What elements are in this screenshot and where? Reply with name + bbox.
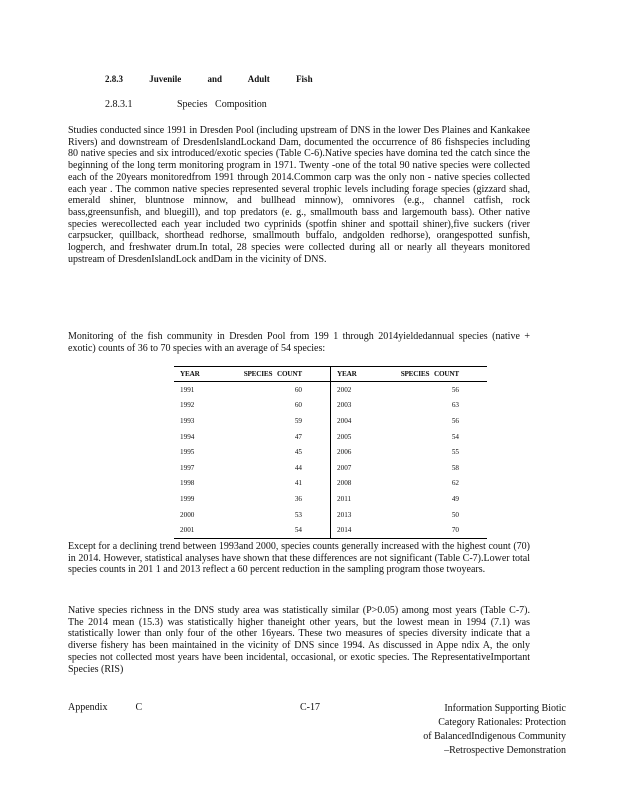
table-row [174,413,487,429]
paragraph-native-richness: Native species richness in the DNS study area was statistically similar (P>0.05) among most years (Table C-7). The 2014 mean (15.3) was statistically higher thaneight other years, but the lowest mean in 1994 (7.1) was statistically lower than only four of the other 16years. These two measures of species diversity indicate that a diverse fishery has been maintained in the vicinity of DNS since 1994. As discussed in Appe ndix A, the only species not collected most years have been incidental, occasional, or exotic species. The RepresentativeImportant Species (RIS) [68,605,530,675]
cell-year: 1997 [180,463,195,472]
section-title-word: Adult [247,74,270,84]
cell-species-count: 63 [451,401,459,410]
cell-year: 2003 [331,398,378,414]
section-number: 2.8.3 [105,74,123,84]
subsection-title: Species Composition [177,99,267,110]
cell-year: 1991 [180,385,195,394]
cell-year: 2007 [331,460,378,476]
section-title-word: Juvenile [149,74,182,84]
cell-species-count: 55 [451,448,459,457]
footer-title-line: of BalancedIndigenous Community [423,731,566,742]
cell-year: 2002 [331,382,378,398]
footer-appendix-letter: C [135,702,143,713]
cell-species-count: 58 [451,463,459,472]
footer-document-title [386,702,566,758]
cell-year: 1994 [180,432,195,441]
table-row [174,382,487,398]
cell-year: 2000 [180,510,195,519]
cell-species-count: 44 [294,463,302,472]
footer-appendix-label [68,702,142,713]
table-row [174,507,487,523]
cell-species-count: 36 [294,494,302,503]
cell-year: 2001 [180,526,195,535]
cell-species-count: 60 [294,385,302,394]
table-row [174,444,487,460]
cell-year: 2011 [331,491,378,507]
species-count-table [174,366,487,539]
footer-page-number: C-17 [300,702,320,713]
footer-title-line: Category Rationales: Protection [438,717,566,728]
cell-species-count: 59 [294,416,302,425]
cell-year: 2006 [331,444,378,460]
footer-title-line: Information Supporting Biotic [444,703,566,714]
cell-year: 1993 [180,416,195,425]
cell-species-count: 47 [294,432,302,441]
cell-year: 2005 [331,429,378,445]
cell-species-count: 56 [451,416,459,425]
cell-species-count: 41 [294,479,302,488]
table-row [174,476,487,492]
section-title-word: Fish [296,74,313,84]
cell-year: 2004 [331,413,378,429]
table-header-row [174,367,487,382]
table-row [174,398,487,414]
footer-appendix-word: Appendix [68,702,108,713]
footer-title-line: –Retrospective Demonstration [444,745,566,756]
cell-species-count: 54 [451,432,459,441]
cell-year: 1999 [180,494,195,503]
subsection-number: 2.8.3.1 [105,99,133,110]
cell-species-count: 45 [294,448,302,457]
subsection-heading [105,99,267,110]
table-row [174,429,487,445]
cell-year: 2014 [331,522,378,538]
cell-year: 1995 [180,448,195,457]
col-header-year: YEAR [331,367,378,382]
cell-species-count: 50 [451,510,459,519]
table-row [174,522,487,538]
cell-species-count: 53 [294,510,302,519]
paragraph-species-overview: Studies conducted since 1991 in Dresden Pool (including upstream of DNS in the lower Des Plaines and Kankakee Rivers) and downstream of DresdenIslandLockand Dam, documented the occurrence of 86 fishspecies including 80 native species and six introduced/exotic species (Table C-6).Native species have domina ted the catch since the beginning of the long term monitoring program in 1971. Twenty -one of the total 90 native species were collected each of the 20years monitoredfrom 1991 through 2014.Common carp was the only non - native species collected each year . The common native species represented several trophic levels including forage species (gizzard shad, emerald shiner, bluntnose minnow, and bullhead minnow), omnivores (e.g., channel catfish, rock bass,greensunfish, and bluegill), and top predators (e. g., smallmouth bass and largemouth bass). Other native species werecollected each year included two cyprinids (spotfin shiner and spottail shiner),five suckers (river carpsucker, quillback, shorthead redhorse, smallmouth buffalo, andgolden redhorse), orangespotted sunfish, logperch, and freshwater drum.In total, 28 species were collected during all or nearly all theyears monitored upstream of DresdenIslandLock andDam in the vicinity of DNS. [68,125,530,265]
cell-year: 1998 [180,479,195,488]
cell-year: 2008 [331,476,378,492]
col-header-count: SPECIES COUNT [220,367,331,382]
paragraph-trend-discussion: Except for a declining trend between 1993and 2000, species counts generally increased with the highest count (70) in 2014. However, statistical analyses have shown that these differences are not significant (Table C-7).Lower total species counts in 201 1 and 2013 reflect a 60 percent reduction in the sampling program those twoyears. [68,541,530,576]
section-title-word: and [207,74,223,84]
cell-year: 1992 [180,401,195,410]
cell-species-count: 56 [451,385,459,394]
paragraph-monitoring-intro: Monitoring of the fish community in Dresden Pool from 199 1 through 2014yieldedannual species (native + exotic) counts of 36 to 70 species with an average of 54 species: [68,331,530,354]
cell-species-count: 62 [451,479,459,488]
cell-year: 2013 [331,507,378,523]
section-heading [105,74,327,84]
cell-species-count: 70 [451,526,459,535]
cell-species-count: 54 [294,526,302,535]
cell-species-count: 49 [451,494,459,503]
col-header-year: YEAR [174,367,220,382]
col-header-count: SPECIES COUNT [377,367,487,382]
table-row [174,491,487,507]
cell-species-count: 60 [294,401,302,410]
table-row [174,460,487,476]
